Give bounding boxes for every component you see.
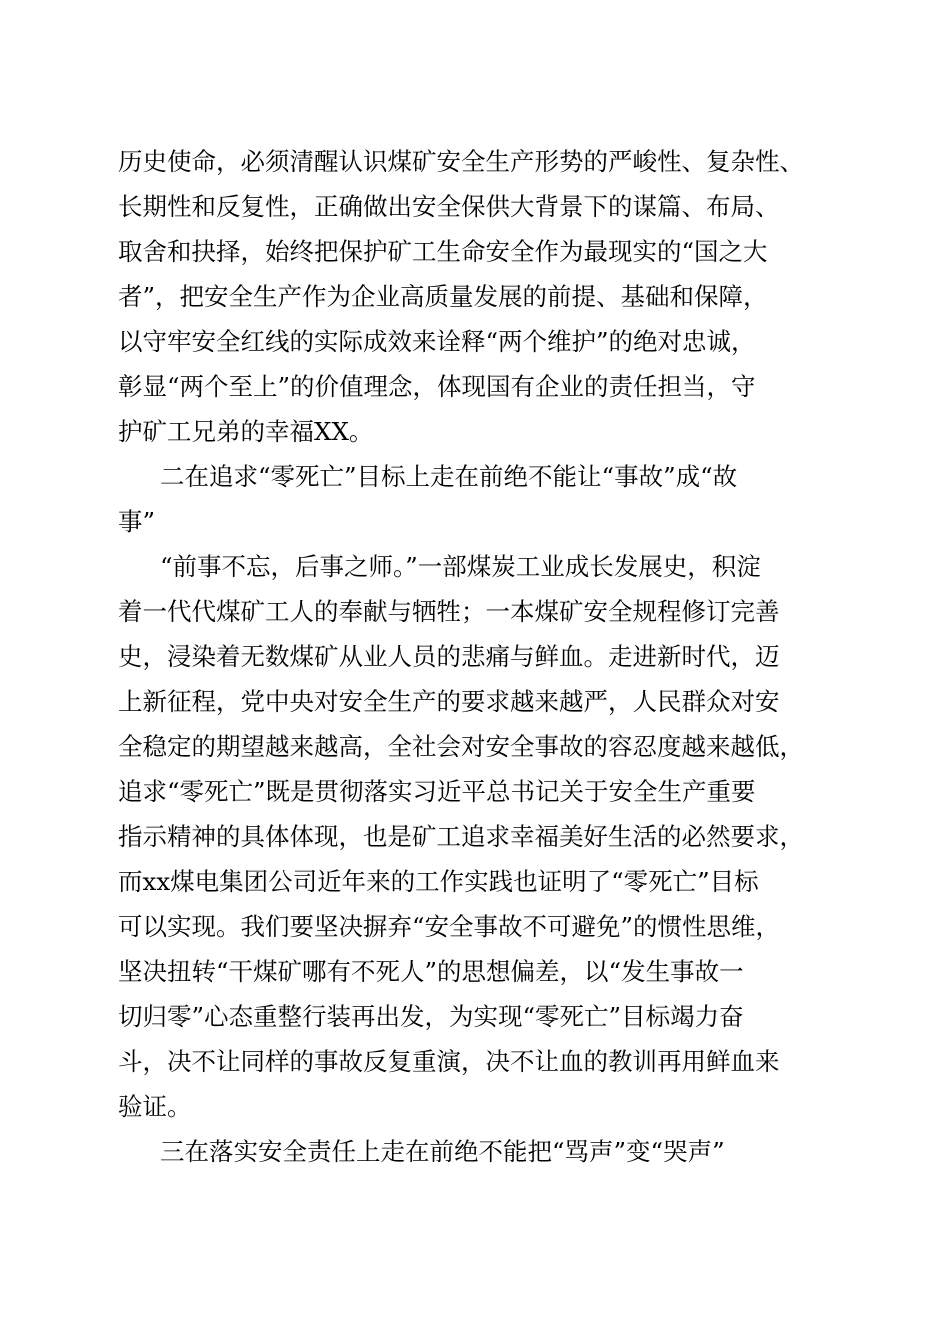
heading-line: 三在落实安全责任上走在前绝不能把“骂声”变“哭声”: [160, 1137, 725, 1166]
paragraph-line: 可以实现。我们要坚决摒弃“安全事故不可避免”的惯性思维，: [118, 912, 781, 941]
paragraph-line: 切归零”心态重整行装再出发，为实现“零死亡”目标竭力奋: [118, 1002, 744, 1031]
paragraph-line: 取舍和抉择，始终把保护矿工生命安全作为最现实的“国之大: [118, 237, 768, 266]
paragraph-line: 彰显“两个至上”的价值理念，体现国有企业的责任担当，守: [118, 372, 756, 401]
paragraph-line: 以守牢安全红线的实际成效来诠释“两个维护”的绝对忠诚，: [118, 327, 756, 356]
paragraph-line: 斗，决不让同样的事故反复重演，决不让血的教训再用鲜血来: [118, 1047, 780, 1076]
heading-line: 二在追求“零死亡”目标上走在前绝不能让“事故”成“故: [160, 462, 738, 491]
paragraph-line: 追求“零死亡”既是贯彻落实习近平总书记关于安全生产重要: [118, 777, 756, 806]
paragraph-line: 历史使命，必须清醒认识煤矿安全生产形势的严峻性、复杂性、: [118, 147, 804, 176]
paragraph-line: 坚决扭转“干煤矿哪有不死人”的思想偏差，以“发生事故一: [118, 957, 744, 986]
paragraph-line: 验证。: [118, 1092, 192, 1121]
paragraph-line: 长期性和反复性，正确做出安全保供大背景下的谋篇、布局、: [118, 192, 780, 221]
paragraph-line: 史，浸染着无数煤矿从业人员的悲痛与鲜血。走进新时代，迈: [118, 642, 780, 671]
paragraph-line: 指示精神的具体体现，也是矿工追求幸福美好生活的必然要求，: [118, 822, 804, 851]
paragraph-line: 护矿工兄弟的幸福XX。: [118, 417, 374, 446]
paragraph-line: 者”，把安全生产作为企业高质量发展的前提、基础和保障，: [118, 282, 768, 311]
paragraph-line: 全稳定的期望越来越高，全社会对安全事故的容忍度越来越低，: [118, 732, 804, 761]
paragraph-line: 而xx煤电集团公司近年来的工作实践也证明了“零死亡”目标: [118, 867, 759, 896]
heading-line: 事”: [118, 507, 156, 536]
paragraph-line: “前事不忘，后事之师。”一部煤炭工业成长发展史，积淀: [160, 552, 761, 581]
paragraph-line: 着一代代煤矿工人的奉献与牺牲；一本煤矿安全规程修订完善: [118, 597, 780, 626]
paragraph-line: 上新征程，党中央对安全生产的要求越来越严，人民群众对安: [118, 687, 780, 716]
